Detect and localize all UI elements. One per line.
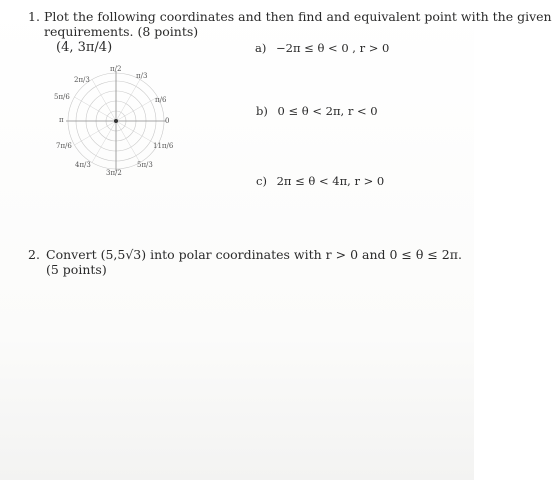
ray-60 bbox=[116, 79, 140, 121]
label-pi-over-3: π/3 bbox=[136, 72, 148, 80]
label-3pi-over-2: 3π/2 bbox=[106, 169, 122, 177]
q1-number: 1. bbox=[28, 9, 40, 24]
q1-text-line1: Plot the following coordinates and then find and equivalent point with the given bbox=[44, 9, 552, 24]
given-point: (4, 3π/4) bbox=[56, 40, 113, 55]
part-b-condition: 0 ≤ θ < 2π, r < 0 bbox=[277, 104, 378, 118]
part-b-letter: b) bbox=[256, 104, 268, 118]
label-pi-over-6: π/6 bbox=[155, 96, 167, 104]
ray-150 bbox=[74, 97, 116, 121]
ray-330 bbox=[116, 121, 158, 145]
label-2pi-over-3: 2π/3 bbox=[74, 76, 90, 84]
label-11pi-over-6: 11π/6 bbox=[153, 142, 174, 150]
q2-number: 2. bbox=[28, 247, 40, 262]
q2-text-line2: (5 points) bbox=[46, 262, 107, 277]
part-a-letter: a) bbox=[255, 41, 267, 55]
part-c-letter: c) bbox=[256, 174, 267, 188]
part-a-condition: −2π ≤ θ < 0 , r > 0 bbox=[276, 41, 390, 55]
label-7pi-over-6: 7π/6 bbox=[56, 142, 72, 150]
ray-240 bbox=[92, 121, 116, 163]
ray-120 bbox=[92, 79, 116, 121]
q1-text-line2: requirements. (8 points) bbox=[44, 24, 199, 39]
ray-300 bbox=[116, 121, 140, 163]
label-zero: 0 bbox=[165, 117, 170, 125]
pole-point bbox=[114, 119, 118, 123]
label-pi-over-2: π/2 bbox=[110, 65, 122, 73]
label-5pi-over-3: 5π/3 bbox=[137, 161, 153, 169]
ray-210 bbox=[74, 121, 116, 145]
part-c-condition: 2π ≤ θ < 4π, r > 0 bbox=[276, 174, 385, 188]
ray-30 bbox=[116, 97, 158, 121]
label-5pi-over-6: 5π/6 bbox=[54, 93, 70, 101]
label-4pi-over-3: 4π/3 bbox=[75, 161, 91, 169]
q2-text-line1: Convert (5,5√3) into polar coordinates with r > 0 and 0 ≤ θ ≤ 2π. bbox=[46, 247, 462, 262]
label-pi: π bbox=[59, 116, 64, 124]
